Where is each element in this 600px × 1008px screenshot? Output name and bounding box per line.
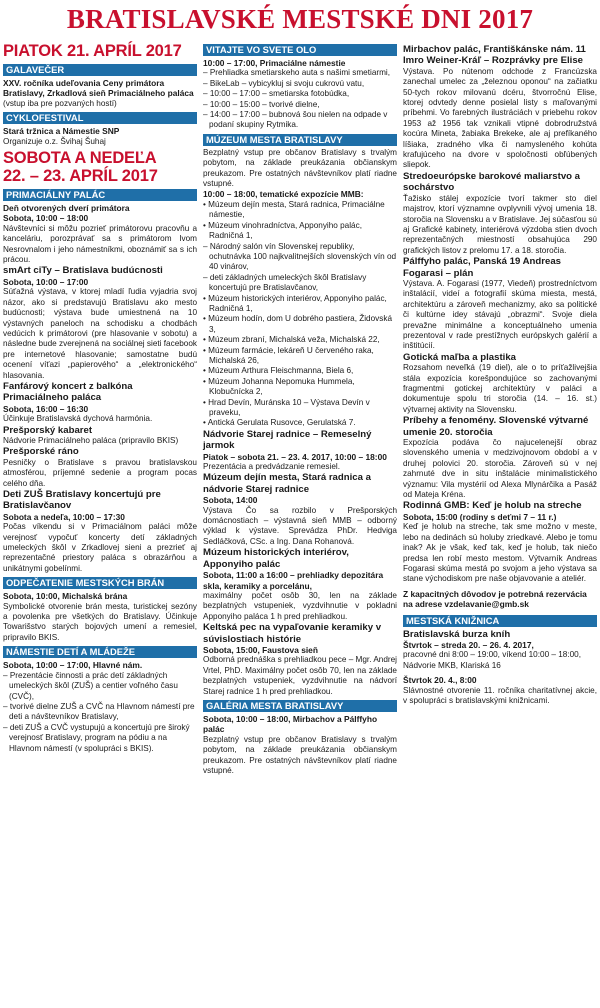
event-text: Výstava. Po nútenom odchode z Francúzska zanechal umelec za „železnou oponou“ na začiatku 50-tych rokov milovanú dcéru, štvorročnú Elise, ktorej odvtedy denne posielal listy s maľovanými príbehmi. Vo farebných ilustráciách v priebehu rokov 1953 až 1956 tak vznikali vtipné dobrodružstvá kocúra Mineta, žabiaka Brekeke, ale aj prefíkaného líšiaka, zradného vlka či namysleného kohúta krafujúceho na dvore v spoločnosti obľúbených sliepok. — [403, 66, 597, 170]
event-text: Symbolické otvorenie brán mesta, turistickej sezóny a povolenka pre všetkých do Bratislavy. Účinkuje Towarišstvo starých bojových umení a remesiel, pripravilo BKIS. — [3, 601, 197, 642]
event-title: Nádvorie Starej radnice – Remeselný jarmok — [203, 428, 372, 452]
event-text: pracovné dni 8:00 – 19:00, víkend 10:00 – 18:00, Nádvorie MKB, Klariská 16 — [403, 650, 581, 670]
section-bar-galavecer: GALAVEČER — [3, 64, 197, 76]
event-text: Pesničky o Bratislave s pravou bratislavskou atmosférou, príjemné sedenie a program pocas celého dňa. — [3, 457, 197, 488]
event-time: Sobota, 14:00 — [203, 495, 258, 506]
list-item: – BikeLab – vybicykluj si svoju cukrovú vatu, — [203, 78, 365, 88]
day-heading-weekend — [3, 149, 197, 185]
cyklo-head: Stará tržnica a Námestie SNP — [3, 126, 120, 137]
event-text: Keď je holub na streche, tak sme možno v meste, lebo na dedinách sú holuby zriedkavé. Alebo je tomu inak? Ak je však, keď tak, keď je holub, tak niečo predsa len robí mesto mestom. Výtvarník Andreas Fogarasi skúma mestá po svojom a jeho výstava sa stane východiskom pre naše objavovanie a ateliér. — [403, 522, 597, 584]
section-bar-namestie: NÁMESTIE DETÍ A MLÁDEŽE — [3, 646, 197, 658]
event-title: Mirbachov palác, Františkánske nám. 11 Imro Weiner-Kráľ – Rozprávky pre Elise — [403, 44, 586, 67]
list-item: • Múzeum Arthura Fleischmanna, Biela 6, — [203, 366, 354, 376]
event-title: Stredoeurópske barokové maliarstvo a sochárstvo — [403, 170, 581, 194]
column-3 — [403, 38, 597, 776]
list-item: – tvorivé dielne ZUŠ a CVČ na Hlavnom námestí pre deti a návštevníkov Bratislavy, — [3, 701, 195, 722]
event-title: Fanfárový koncert z balkóna Primaciálneho paláca — [3, 380, 133, 404]
event-text: Ťažisko stálej expozície tvorí takmer sto diel majstrov, ktorí významne ovplyvnili vývoj umenia 18. storočia na Slovensku a v Bratislave. Jej súčasťou sú aj Grafické kabinety, interiérová výzdoba stien dvoch reprezentačných miestností obsahujúca 290 grafických listov z prelomu 17. a 18. storočia. — [403, 193, 597, 255]
list-item: • Hrad Devín, Muránska 10 – Výstava Devín v praveku, — [203, 397, 370, 417]
event-title: Múzeum historických interiérov, Apponyiho palác — [203, 547, 349, 570]
event-title: Deti ZUŠ Bratislavy koncertujú pre Bratislavčanov — [3, 489, 161, 512]
section-bar-muzeum: MÚZEUM MESTA BRATISLAVY — [203, 134, 397, 146]
list-item: – 14:00 – 17:00 – bubnová šou nielen na odpade v podaní skupiny Rytmika. — [203, 110, 388, 130]
section-bar-primacialny: PRIMACIÁLNY PALÁC — [3, 189, 197, 201]
event-text: Súťažná výstava, v ktorej mladí ľudia vyjadria svoj názor, ako si predstavujú Bratislavu ako mesto budúcnosti; výstava bude umiestnená na 10 výstavných paneloch na schodisku a chodbách vedúcich k primátorovi (pre hlasovanie v sobotu) a následne bude zverejnená na sociálnej sieti facebook pre internetové hlasovanie; samostatne budú ocenení víťazi „papierového“ a „elektronického“ hlasovania. — [3, 287, 197, 380]
event-title: Gotická maľba a plastika — [403, 351, 517, 363]
day-heading-weekend-line1: SOBOTA A NEDEĽA — [3, 149, 157, 168]
galavecer-head: XXV. ročníka udeľovania Ceny primátora Bratislavy, Zrkadlová sieň Primaciálneho paláca — [3, 78, 194, 99]
event-title: Múzeum dejín mesta, Stará radnica a nádvorie Starej radnice — [203, 472, 371, 495]
columns — [0, 38, 600, 776]
list-item: – 10:00 – 17:00 – smetiarska fotobúdka, — [203, 89, 350, 99]
section-bar-galeria: GALÉRIA MESTA BRATISLAVY — [203, 700, 397, 712]
event-text: Rozsahom neveľká (19 diel), ale o to príťažlivejšia stála expozícia korešpondujúce so zachovanými fragmentmi gotickej architektúry v paláci a dokumentuje spolu tri storočia (14. – 16. st.) výtvarnej aktivity na Slovensku. — [403, 363, 597, 414]
list-item: – deti základných umeleckých škôl Bratislavy koncertujú pre Bratislavčanov, — [203, 272, 367, 293]
column-1 — [3, 38, 197, 776]
event-title: Bratislavská burza kníh — [403, 628, 511, 640]
event-time: Sobota, 10:00 – 18:00, Mirbachov a Pálffyho palác — [203, 713, 378, 735]
list-item: • Múzeum Johanna Nepomuka Hummela, Klobučnícka 2, — [203, 376, 355, 397]
event-text: Slávnostné otvorenie 11. ročníka charitatívnej akcie, v spolupráci s bratislavskými knižnicami. — [403, 685, 597, 705]
event-text: Účinkuje Bratislavská dychová harmónia. — [3, 414, 153, 424]
list-item: – 10:00 – 15:00 – tvorivé dielne, — [203, 99, 320, 109]
list-item: • Múzeum zbraní, Michalská veža, Michalská 22, — [203, 335, 380, 345]
event-time: 10:00 – 17:00, Primaciálne námestie — [203, 58, 346, 68]
event-title: Prešporské ráno — [3, 446, 79, 458]
list-item: – deti ZUŠ a CVČ vystupujú a koncertujú pre široký verejnosť Bratislavy, program na pódiu a na Hlavnom námestí (v spolupráci s BKIS). — [3, 722, 190, 753]
section-bar-kniznica: MESTSKÁ KNIŽNICA — [403, 615, 597, 627]
list-item: • Múzeum historických interiérov, Apponyiho palác, Radničná 1, — [203, 293, 387, 313]
cyklo-note: Organizuje o.z. Švihaj Šuhaj — [3, 136, 106, 146]
event-title: Deň otvorených dverí primátora — [3, 203, 130, 214]
event-text: Bezplatný vstup pre občanov Bratislavy s trvalým pobytom, na základe preukázania občianskym preukazom. Pre ostatných návštevníkov platí riadne vstupné. — [203, 147, 397, 189]
muzeum-list — [203, 200, 397, 429]
event-text: Výstava. A. Fogarasi (1977, Viedeň) prostredníctvom inštalácií, videí a fotografií skúma miesta, mestá, architektúru a zároveň mechanizmy, ako sa politické či kultúrne idey stávajú „obrazmi“. Svoje diela prevažne minimálne a konceptuálneho umenia prezentoval v rade prestížnych európskych galérií a inštitúcií. — [403, 278, 597, 351]
list-item: • Múzeum hodín, dom U dobrého pastiera, Židovská 3, — [203, 314, 393, 334]
column-2 — [203, 38, 397, 776]
list-item: • Antická Gerulata Rusovce, Gerulatská 7. — [203, 418, 356, 428]
event-title: Prešporský kabaret — [3, 424, 93, 436]
section-bar-vitajte: VITAJTE VO SVETE OLO — [203, 44, 397, 56]
event-time: Štvrtok – streda 20. – 26. 4. 2017, — [403, 639, 534, 650]
event-title: Príbehy a fenomény. Slovenské výtvarné umenie 20. storočia — [403, 415, 589, 438]
day-heading-weekend-line2: 22. – 23. APRÍL 2017 — [3, 167, 158, 186]
list-item: • Múzeum farmácie, lekáreň U červeného raka, Michalská 26, — [203, 345, 374, 365]
event-text: Expozícia podáva čo najucelenejší obraz slovenského umenia v medzivojnovom období a v druhej polovici 20. storočia. Zároveň sú v nej zahrnuté dve in situ inštalácie minimalistického významu: Vila mystérií od Alexa Mlynárčika a Pasáž od Mateja Kréna. — [403, 438, 597, 500]
page-title: BRATISLAVSKÉ MESTSKÉ DNI 2017 — [66, 4, 534, 34]
event-time: Sobota, 10:00 – 17:00, Hlavné nám. — [3, 660, 143, 671]
section-bar-odpecatenie: ODPEČATENIE MESTSKÝCH BRÁN — [3, 577, 197, 589]
event-title: Keltská pec na vypaľovanie keramiky v súvislostiach histórie — [203, 622, 382, 645]
event-time: Piatok – sobota 21. – 23. 4. 2017, 10:00 – 18:00 — [203, 451, 387, 462]
event-text: Prezentácia a predvádzanie remesiel. — [203, 462, 340, 472]
day-heading-friday: PIATOK 21. APRÍL 2017 — [3, 42, 182, 60]
section-bar-cyklofestival: CYKLOFESTIVAL — [3, 112, 197, 124]
list-item: – Prehliadka smetiarskeho auta s našimi smetiarmi, — [203, 68, 391, 78]
event-time: Sobota, 16:00 – 16:30 — [3, 403, 89, 414]
event-time: Sobota, 15:00, Faustova sieň — [203, 644, 318, 655]
event-text: Návštevníci si môžu pozrieť primátorovu pracovňu a kanceláriu, porozprávať sa s primátorom Ivom Nesrovnalom i jeho námestníkmi, oboznámiť sa s ich prácou. — [3, 223, 197, 265]
event-text: Odborná prednáška s prehliadkou pece – Mgr. Andrej Vrtel, PhD. Maximálny počet osôb 70, len na základe bezplatných vstupeniek, vyzdvihnutie na nádvorí Starej radnice 1 h pred prehliadkou. — [203, 655, 397, 696]
list-item: – Prezentácie činnosti a prác detí základných umeleckých škôl (ZUŠ) a centier voľného času (CVČ), — [3, 670, 178, 701]
event-text: Počas víkendu si v Primaciálnom paláci môže verejnosť vypočuť koncerty detí základných umeleckých škôl v Zrkadlovej sieni a prezrieť aj reprezentačné priestory paláca s obrazárňou a unikátnymi gobelínmi. — [3, 522, 197, 573]
event-text: Výstava Čo sa rozbilo v Prešporských domácnostiach – výstavná sieň MMB – odborný výklad k výstave. Sprevádza PhDr. Hedviga Sedláčková, CSc. a Ing. Dana Rohanová. — [203, 505, 397, 546]
event-title: smArt ciTy – Bratislava budúcnosti — [3, 265, 163, 277]
list-item: • Múzeum dejín mesta, Stará radnica, Primaciálne námestie, — [203, 199, 385, 220]
event-time: Sobota, 10:00 – 17:00 — [3, 276, 89, 287]
event-text: Bezplatný vstup pre občanov Bratislavy s trvalým pobytom, na základe preukázania občianskym preukazom. Pre ostatných návštevníkov platí riadne vstupné. — [203, 734, 397, 775]
event-time: Sobota, 10:00 – 18:00 — [3, 213, 89, 224]
list-item: – Národný salón vín Slovenskej republiky, ochutnávka 100 najkvalitnejších slovenských vín od 40 vinárov, — [203, 241, 397, 272]
event-time: Sobota a nedeľa, 10:00 – 17:30 — [3, 511, 125, 522]
reservation-note: Z kapacitných dôvodov je potrebná rezervácia na adrese vzdelavanie@gmb.sk — [403, 588, 587, 610]
event-time: Sobota, 11:00 a 16:00 – prehliadky depozitára skla, keramiky a porcelánu, — [203, 570, 384, 591]
vitajte-list — [203, 68, 397, 130]
galavecer-note: (vstup iba pre pozvaných hostí) — [3, 98, 117, 108]
event-title: Rodinná GMB: Keď je holub na streche — [403, 500, 582, 512]
namestie-list — [3, 671, 197, 754]
event-time: Sobota, 10:00, Michalská brána — [3, 591, 128, 602]
event-time: 10:00 – 18:00, tematické expozície MMB: — [203, 189, 364, 200]
event-title: Pálffyho palác, Panská 19 Andreas Fogarasi – plán — [403, 256, 562, 279]
event-time: Sobota, 15:00 (rodiny s deťmi 7 – 11 r.) — [403, 511, 557, 522]
event-time: Štvrtok 20. 4., 8:00 — [403, 675, 477, 686]
event-text: Nádvorie Primaciálneho paláca (pripravilo BKIS) — [3, 435, 179, 445]
list-item: • Múzeum vinohradníctva, Apponyiho palác, Radničná 1, — [203, 220, 362, 241]
event-text: maximálny počet osôb 30, len na základe bezplatných vstupeniek, vyzdvihnutie v pokladni Apponyiho paláca 1 h pred prehliadkou. — [203, 590, 397, 621]
